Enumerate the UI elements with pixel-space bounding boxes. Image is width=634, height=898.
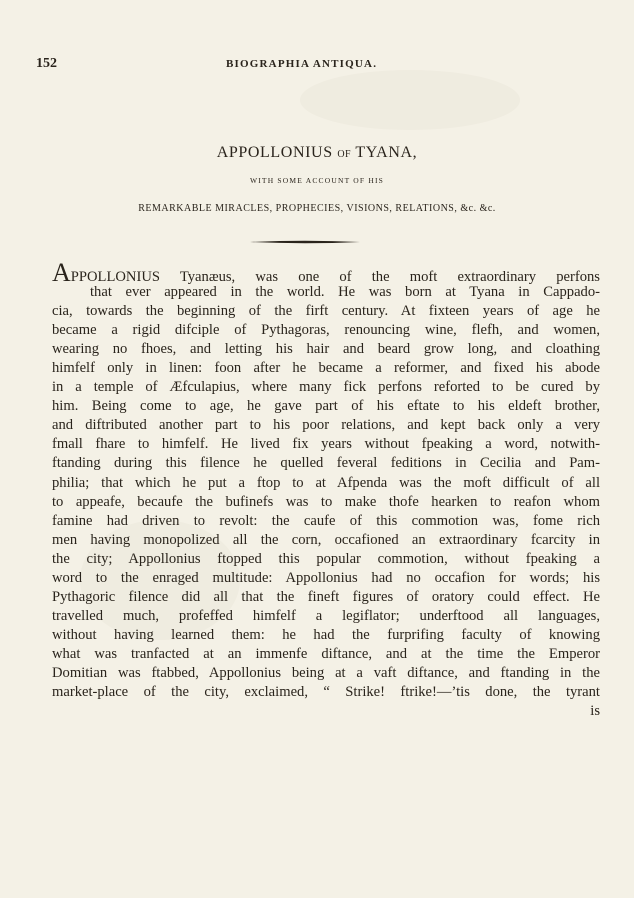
body-line: that ever appeared in the world. He was born at Tyana in Cappado-: [90, 284, 600, 301]
body-line: became a rigid difciple of Pythagoras, renouncing wine, flefh, and women,: [52, 322, 600, 339]
body-line: him. Being come to age, he gave part of his eftate to his eldeft brother,: [52, 398, 600, 415]
body-line: word to the enraged multitude: Appollonius had no occafion for words; his: [52, 569, 600, 586]
body-line: without having learned them: he had the furprifing faculty of knowing: [52, 626, 600, 643]
body-line: philia; that which he put a ftop to at Afpenda was the moft difficult of all: [52, 474, 600, 491]
body-line: men having monopolized all the corn, occafioned an extraordinary fcarcity in: [52, 531, 600, 548]
body-text: [52, 258, 600, 721]
ornamental-rule: [250, 240, 360, 243]
article-title: [0, 144, 634, 162]
subtitle-line-2: REMARKABLE MIRACLES, PROPHECIES, VISIONS, RELATIONS, &c. &c.: [138, 203, 496, 214]
body-line: fmall fhare to himfelf. He lived fix years without fpeaking a word, notwith-: [52, 436, 600, 453]
body-line: the city; Appollonius ftopped this popular commotion, without fpeaking a: [52, 550, 600, 567]
ornamental-rule-graphic: [250, 240, 360, 244]
body-line: famine had driven to revolt: the caufe of this commotion was, fome rich: [52, 512, 600, 529]
body-line: Pythagoric filence did all that the fineft figures of oratory could effect. He: [52, 588, 600, 605]
body-line-1-text: PPOLLONIUS Tyanæus, was one of the moft extraordinary perfons: [70, 269, 600, 285]
body-line: what was tranfacted at an immenfe diftance, and at the time the Emperor: [52, 645, 600, 662]
paper-stain: [300, 70, 520, 130]
body-line-1: [52, 258, 600, 287]
body-line: wearing no fhoes, and letting his hair and beard grow long, and cloathing: [52, 341, 600, 358]
catchword: is: [590, 703, 600, 720]
body-line: market-place of the city, exclaimed, “ Strike! ftrike!—’tis done, the tyrant: [52, 684, 600, 701]
running-title: BIOGRAPHIA ANTIQUA.: [226, 58, 378, 70]
body-line: to appeafe, becaufe the bufinefs was to make thofe hearken to reafon whom: [52, 493, 600, 510]
title-end: TYANA,: [355, 144, 418, 161]
drop-cap: A: [52, 258, 71, 287]
title-main: APPOLLONIUS: [216, 144, 333, 161]
body-line: ftanding during this filence he quelled feveral feditions in Cecilia and Pam-: [52, 455, 600, 472]
running-head: [36, 56, 596, 76]
body-line: himfelf only in linen: foon after he became a reformer, and fixed his abode: [52, 360, 600, 377]
body-line: and diftributed another part to his poor relations, and kept back only a very: [52, 417, 600, 434]
subtitle-line-1: WITH SOME ACCOUNT OF HIS: [249, 176, 385, 185]
title-of: OF: [337, 149, 352, 160]
body-line: cia, towards the beginning of the firft century. At fixteen years of age he: [52, 303, 600, 320]
body-line: travelled much, profeffed himfelf a legiflator; underftood all languages,: [52, 607, 600, 624]
page-number: 152: [36, 56, 57, 71]
body-line: Domitian was ftabbed, Appollonius being at a vaft diftance, and ftanding in the: [52, 664, 600, 681]
body-line: in a temple of Æfculapius, where many fick perfons reforted to be cured by: [52, 379, 600, 396]
